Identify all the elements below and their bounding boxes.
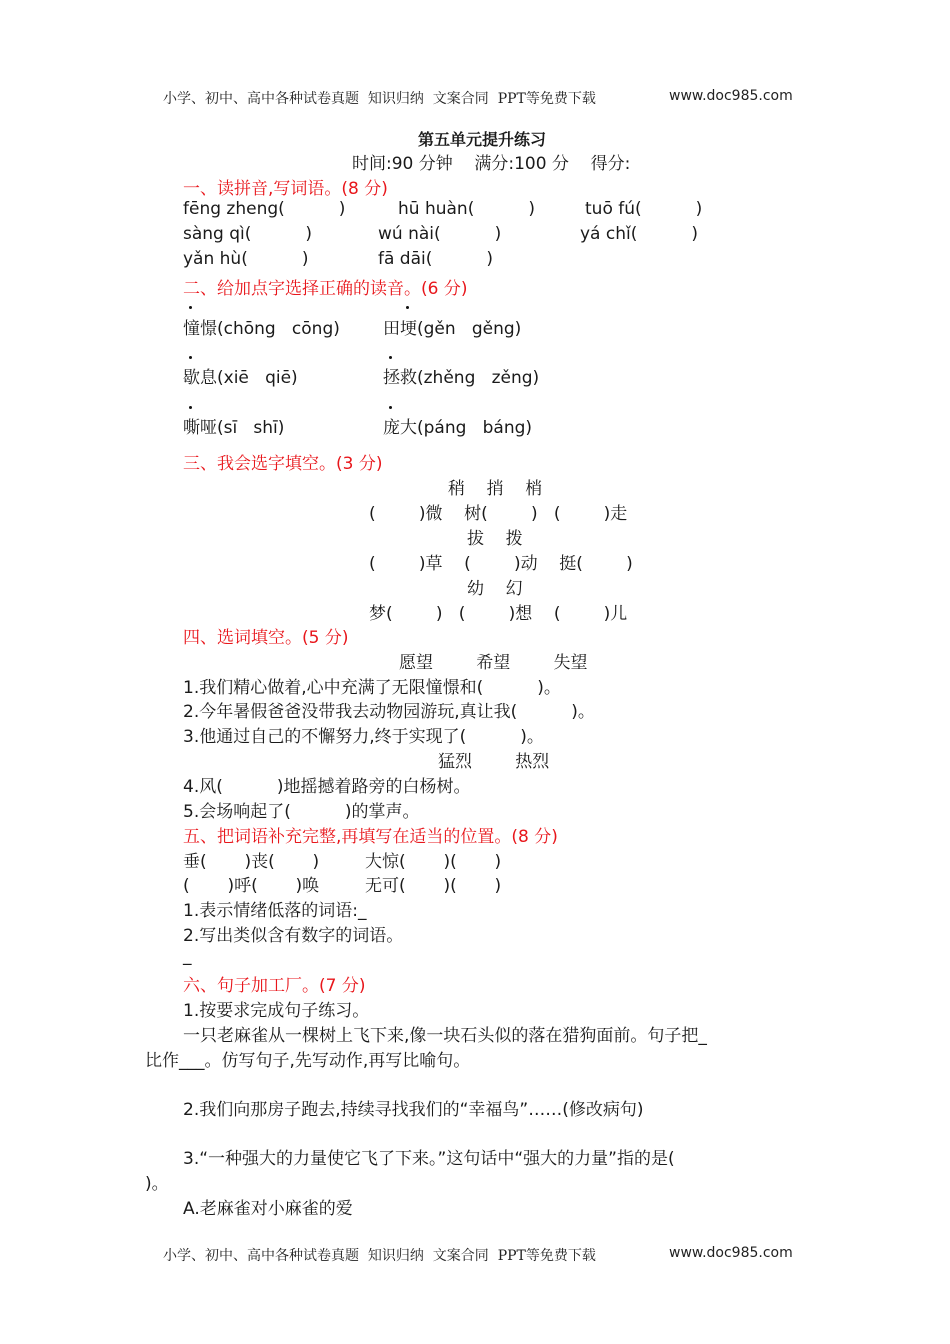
pinyin-item: tuō fú( ) <box>585 199 703 219</box>
reading-item: 拯救(zhěng zěng) <box>383 368 540 388</box>
pinyin-item: wú nài( ) <box>378 224 502 244</box>
idiom-fill: 大惊( )( ) <box>365 852 502 872</box>
page-title: 第五单元提升练习 <box>418 130 547 149</box>
question: 2.今年暑假爸爸没带我去动物园游玩,真让我( )。 <box>183 702 595 722</box>
char-group: 拔 拨 <box>467 529 523 549</box>
reading-item: 歇息(xiē qiē) <box>183 368 298 388</box>
question: 1.表示情绪低落的词语:_ <box>183 901 367 921</box>
question: 4.风( )地摇撼着路旁的白杨树。 <box>183 777 471 797</box>
paragraph-line: )。 <box>145 1174 169 1194</box>
pinyin-item: hū huàn( ) <box>398 199 535 219</box>
question: 1.我们精心做着,心中充满了无限憧憬和( )。 <box>183 678 561 698</box>
section-2-heading: 二、给加点字选择正确的读音。(6 分) <box>183 279 468 299</box>
pinyin-item: yá chǐ( ) <box>580 224 699 244</box>
answer-blank: _ <box>183 946 192 966</box>
char-group: 稍 捎 梢 <box>448 479 543 499</box>
section-5-heading: 五、把词语补充完整,再填写在适当的位置。(8 分) <box>183 827 558 847</box>
fill-line: 梦( ) ( )想 ( )儿 <box>369 604 628 624</box>
pinyin-item: yǎn hù( ) <box>183 249 309 269</box>
paragraph-line: 一只老麻雀从一棵树上飞下来,像一块石头似的落在猎狗面前。句子把_ <box>183 1026 707 1046</box>
reading-item: 嘶哑(sī shī) <box>183 418 285 438</box>
question: 5.会场响起了( )的掌声。 <box>183 802 420 822</box>
header-text: 小学、初中、高中各种试卷真题 知识归纳 文案合同 PPT等免费下载 <box>163 91 596 107</box>
paragraph-line: 比作___。仿写句子,先写动作,再写比喻句。 <box>145 1051 471 1071</box>
section-6-heading: 六、句子加工厂。(7 分) <box>183 976 366 996</box>
question: 2.我们向那房子跑去,持续寻找我们的“幸福鸟”……(修改病句) <box>183 1100 644 1120</box>
exam-meta: 时间:90 分钟 满分:100 分 得分: <box>352 154 631 174</box>
pinyin-item: fā dāi( ) <box>378 249 494 269</box>
idiom-fill: 垂( )丧( ) <box>183 852 320 872</box>
word-choices: 猛烈 热烈 <box>438 752 550 772</box>
emphasis-dot <box>389 406 392 409</box>
option-a: A.老麻雀对小麻雀的爱 <box>183 1199 353 1219</box>
emphasis-dot <box>189 306 192 309</box>
emphasis-dot <box>406 306 409 309</box>
question: 3.“一种强大的力量使它飞了下来。”这句话中“强大的力量”指的是( <box>183 1149 675 1169</box>
reading-item: 憧憬(chōng cōng) <box>183 319 340 339</box>
question: 1.按要求完成句子练习。 <box>183 1001 370 1021</box>
emphasis-dot <box>189 406 192 409</box>
reading-item: 庞大(páng báng) <box>383 418 533 438</box>
idiom-fill: ( )呼( )唤 <box>183 876 320 896</box>
emphasis-dot <box>189 356 192 359</box>
section-4-heading: 四、选词填空。(5 分) <box>183 628 349 648</box>
footer-text: 小学、初中、高中各种试卷真题 知识归纳 文案合同 PPT等免费下载 <box>163 1248 596 1264</box>
question: 2.写出类似含有数字的词语。 <box>183 926 404 946</box>
idiom-fill: 无可( )( ) <box>365 876 502 896</box>
fill-line: ( )微 树( ) ( )走 <box>369 504 628 524</box>
emphasis-dot <box>389 356 392 359</box>
word-choices: 愿望 希望 失望 <box>399 653 588 673</box>
question: 3.他通过自己的不懈努力,终于实现了( )。 <box>183 727 544 747</box>
char-group: 幼 幻 <box>467 579 523 599</box>
pinyin-item: fēng zheng( ) <box>183 199 346 219</box>
header-url: www.doc985.com <box>669 88 793 104</box>
fill-line: ( )草 ( )动 挺( ) <box>369 554 633 574</box>
section-1-heading: 一、读拼音,写词语。(8 分) <box>183 179 388 199</box>
footer-url: www.doc985.com <box>669 1245 793 1261</box>
section-3-heading: 三、我会选字填空。(3 分) <box>183 454 383 474</box>
pinyin-item: sàng qì( ) <box>183 224 313 244</box>
reading-item: 田埂(gěn gěng) <box>383 319 522 339</box>
